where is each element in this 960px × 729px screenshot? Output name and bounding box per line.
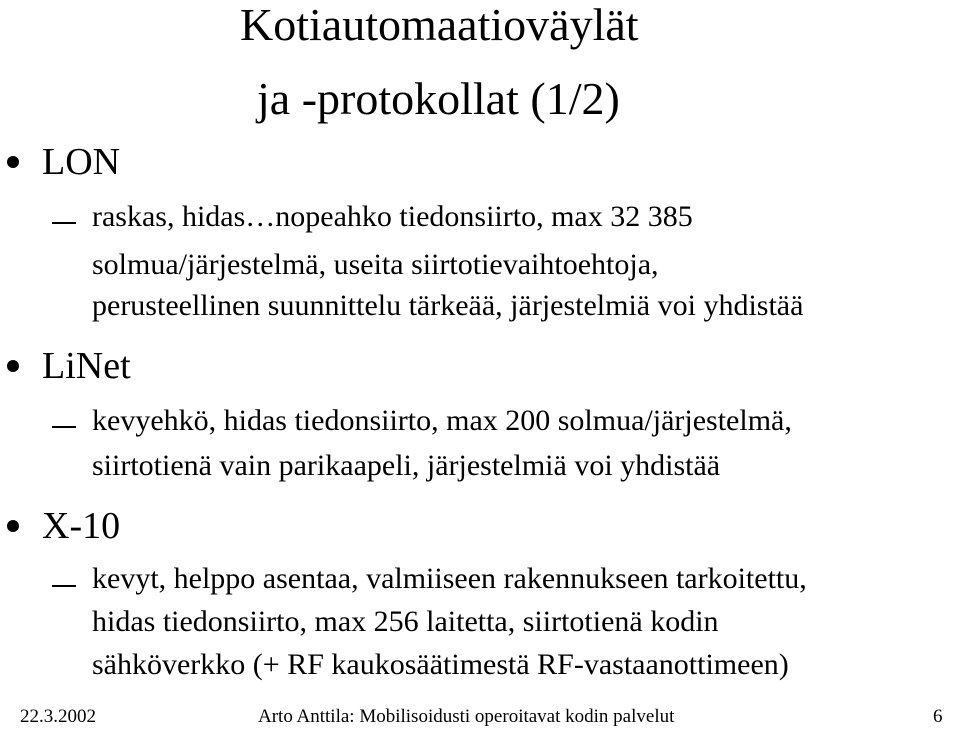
dash-icon	[52, 585, 76, 587]
bullet-label: LiNet	[42, 345, 131, 387]
slide-title-line-2: ja -protokollat (1/2)	[257, 73, 620, 124]
bullet-label: LON	[42, 141, 121, 183]
bullet-dot-icon	[7, 156, 19, 168]
sub-line: kevyehkö, hidas tiedonsiirto, max 200 solmua/järjestelmä,	[92, 404, 792, 437]
sub-line: hidas tiedonsiirto, max 256 laitetta, siirtotienä kodin	[92, 605, 719, 638]
dash-icon	[52, 222, 76, 224]
dash-icon	[52, 426, 76, 428]
bullet-dot-icon	[7, 360, 19, 372]
bullet-dot-icon	[7, 520, 19, 532]
slide-title-line-1: Kotiautomaatioväylät	[240, 0, 639, 50]
sub-line: solmua/järjestelmä, useita siirtotievaihtoehtoja,	[92, 248, 659, 281]
footer-page-number: 6	[933, 706, 943, 727]
sub-line: sähköverkko (+ RF kaukosäätimestä RF-vastaanottimeen)	[92, 648, 789, 681]
sub-line: perusteellinen suunnittelu tärkeää, järjestelmiä voi yhdistää	[92, 289, 804, 322]
sub-line: siirtotienä vain parikaapeli, järjestelmiä voi yhdistää	[92, 449, 721, 482]
bullet-label: X-10	[42, 505, 121, 547]
footer-presentation-title: Arto Anttila: Mobilisoidusti operoitavat kodin palvelut	[258, 706, 675, 727]
sub-line: raskas, hidas…nopeahko tiedonsiirto, max 32 385	[92, 200, 693, 233]
footer-date: 22.3.2002	[20, 706, 96, 727]
sub-line: kevyt, helppo asentaa, valmiiseen rakennukseen tarkoitettu,	[92, 562, 807, 595]
